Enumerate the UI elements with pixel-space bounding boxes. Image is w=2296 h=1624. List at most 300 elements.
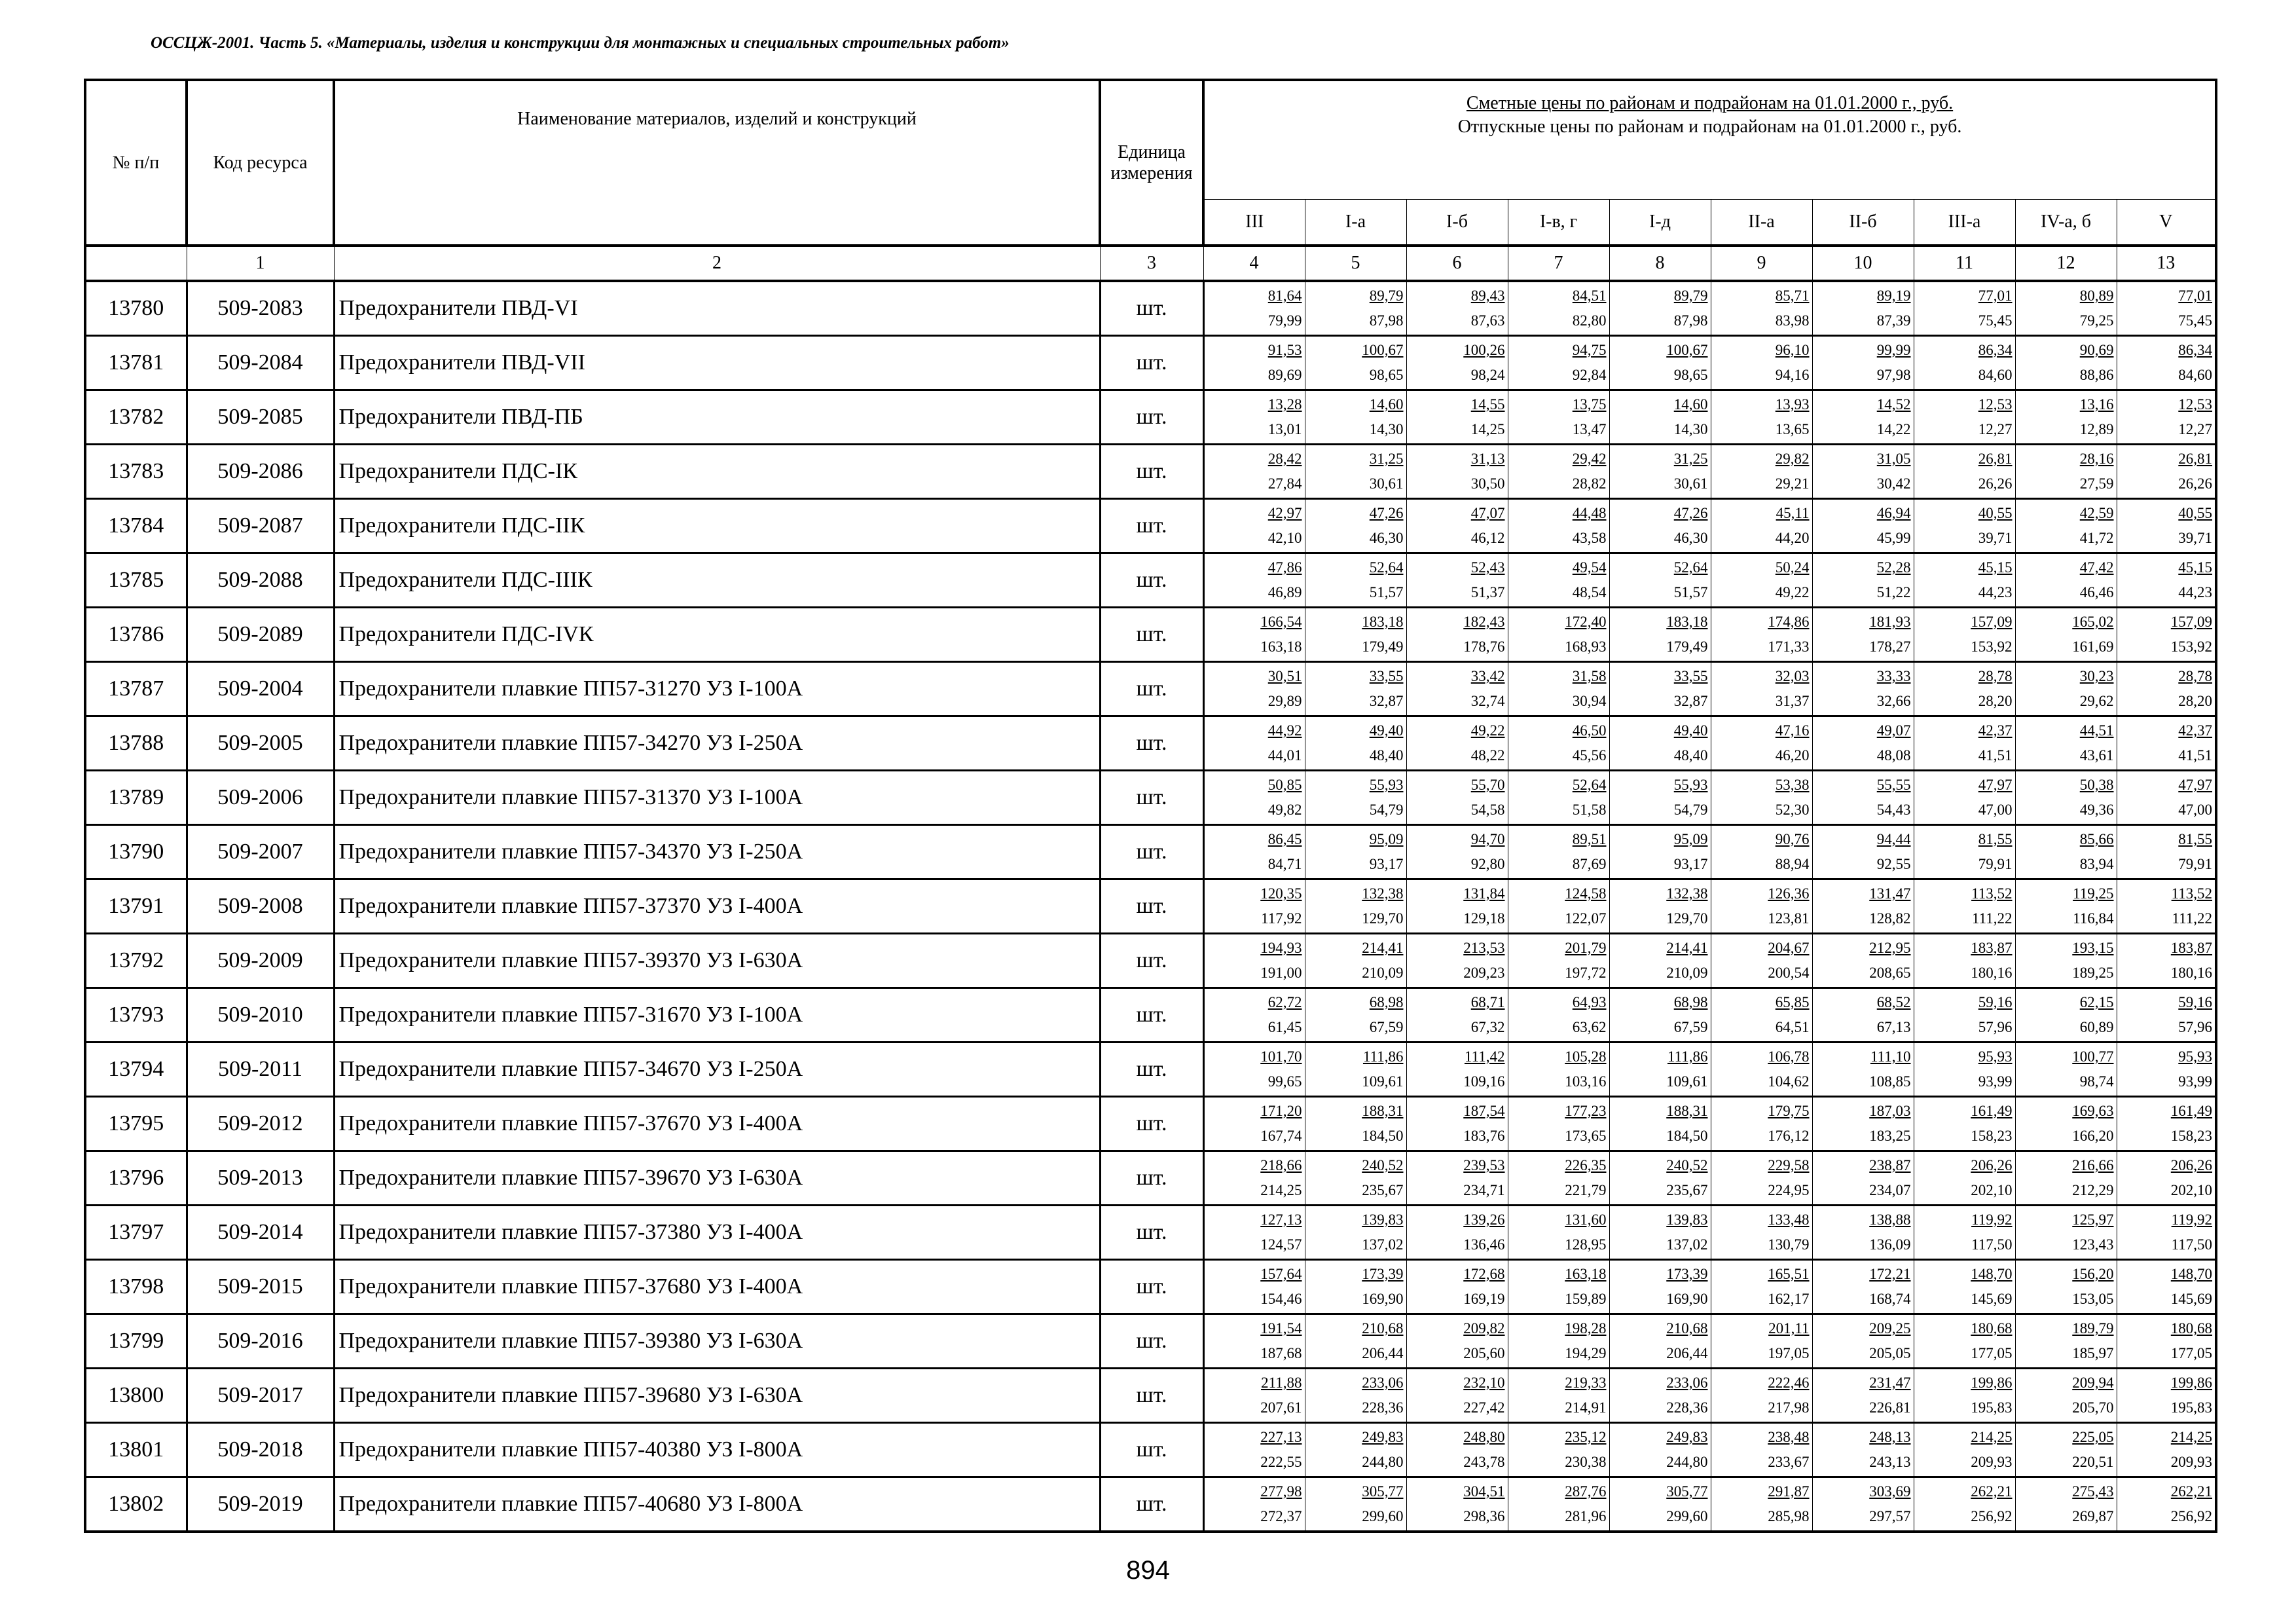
price-cell [2015,1314,2117,1369]
estimated-price: 44,92 [1267,722,1302,739]
estimated-price: 124,58 [1565,885,1607,902]
estimated-price: 52,64 [1572,777,1607,793]
unit-of-measure: шт. [1100,1043,1203,1097]
price-cell [1812,499,1914,553]
release-price: 48,40 [1673,747,1708,764]
estimated-price: 42,37 [1978,722,2013,739]
price-cell [2015,1477,2117,1532]
release-price: 122,07 [1565,910,1607,927]
price-cell [1914,445,2015,499]
release-price: 176,12 [1768,1128,1810,1144]
estimated-price: 262,21 [1971,1483,2013,1500]
estimated-price: 131,47 [1869,885,1911,902]
row-number: 13786 [85,608,187,662]
release-price: 92,55 [1876,856,1911,872]
price-cell [1812,1423,1914,1477]
release-price: 28,20 [1978,693,2013,709]
estimated-price: 52,64 [1673,559,1708,576]
price-cell [1508,771,1609,825]
price-cell [2015,934,2117,988]
estimated-price: 305,77 [1362,1483,1404,1500]
price-cell [1914,1206,2015,1260]
price-cell [1406,988,1508,1043]
estimated-price: 125,97 [2072,1211,2114,1228]
release-price: 26,26 [1978,475,2013,492]
column-number: 9 [1711,246,1812,281]
estimated-price: 214,25 [1971,1429,2013,1445]
release-price: 180,16 [2170,965,2213,981]
unit-of-measure: шт. [1100,390,1203,445]
estimated-price: 28,78 [2178,668,2213,684]
estimated-price: 180,68 [1971,1320,2013,1337]
table-row [85,934,2216,988]
release-price: 200,54 [1768,965,1810,981]
price-cell [1914,1097,2015,1151]
release-price: 84,60 [1978,367,2013,383]
price-cell [1609,390,1711,445]
material-name: Предохранители плавкие ПП57-39680 УЗ I-630А [334,1369,1100,1423]
estimated-price: 157,09 [1971,614,2013,630]
release-price: 226,81 [1869,1399,1911,1416]
release-price: 49,36 [2079,802,2114,818]
estimated-price: 90,69 [2079,342,2114,358]
release-price: 14,25 [1470,421,1505,437]
release-price: 217,98 [1768,1399,1810,1416]
estimated-price: 14,60 [1673,396,1708,413]
estimated-price: 287,76 [1565,1483,1607,1500]
estimated-price: 52,28 [1876,559,1911,576]
price-cell [1812,1043,1914,1097]
price-cell [1508,1260,1609,1314]
release-price: 137,02 [1666,1236,1708,1253]
price-cell [1508,445,1609,499]
release-price: 79,91 [1978,856,2013,872]
price-cell [1203,988,1305,1043]
price-cell [1406,771,1508,825]
price-cell [2117,771,2216,825]
estimated-price: 132,38 [1666,885,1708,902]
release-price: 178,27 [1869,638,1911,655]
estimated-price: 238,48 [1768,1429,1810,1445]
estimated-price: 222,46 [1768,1375,1810,1391]
release-price: 12,27 [1978,421,2013,437]
table-row [85,336,2216,390]
price-cell [2015,499,2117,553]
release-price: 13,47 [1572,421,1607,437]
estimated-price: 183,87 [1971,940,2013,956]
price-cell [1711,1151,1812,1206]
release-price: 207,61 [1260,1399,1302,1416]
estimated-price: 199,86 [1971,1375,2013,1391]
resource-code: 509-2004 [187,662,334,716]
price-cell [1711,716,1812,771]
estimated-price: 194,93 [1260,940,1302,956]
price-cell [1406,553,1508,608]
price-cell [1812,1206,1914,1260]
estimated-price: 240,52 [1362,1157,1404,1173]
price-cell [2015,662,2117,716]
release-price: 230,38 [1565,1454,1607,1470]
row-number: 13791 [85,879,187,934]
estimated-price: 133,48 [1768,1211,1810,1228]
price-cell [1711,1369,1812,1423]
release-price: 54,79 [1673,802,1708,818]
estimated-price: 90,76 [1775,831,1810,847]
price-cell [1609,336,1711,390]
estimated-price: 177,23 [1565,1103,1607,1119]
release-price: 32,74 [1470,693,1505,709]
header-name: Наименование материалов, изделий и конструкций [334,80,1100,246]
price-cell [1609,1369,1711,1423]
region-header: I-б [1406,200,1508,246]
release-price: 49,82 [1267,802,1302,818]
price-cell [1203,1423,1305,1477]
estimated-price: 172,21 [1869,1266,1911,1282]
estimated-price: 111,10 [1870,1048,1911,1065]
row-number: 13794 [85,1043,187,1097]
release-price: 205,70 [2072,1399,2114,1416]
estimated-price: 174,86 [1768,614,1810,630]
release-price: 191,00 [1260,965,1302,981]
price-cell [1609,934,1711,988]
estimated-price: 33,33 [1876,668,1911,684]
estimated-price: 62,72 [1267,994,1302,1010]
release-price: 205,05 [1869,1345,1911,1361]
price-cell [1406,1369,1508,1423]
estimated-price: 42,37 [2178,722,2213,739]
price-cell [2015,771,2117,825]
table-row [85,1314,2216,1369]
price-cell [1609,1097,1711,1151]
estimated-price: 138,88 [1869,1211,1911,1228]
estimated-price: 55,55 [1876,777,1911,793]
release-price: 117,50 [1971,1236,2013,1253]
price-cell [1609,445,1711,499]
estimated-price: 59,16 [2178,994,2213,1010]
column-number: 12 [2015,246,2117,281]
estimated-price: 47,97 [2178,777,2213,793]
estimated-price: 28,42 [1267,451,1302,467]
estimated-price: 42,97 [1267,505,1302,521]
price-cell [1914,553,2015,608]
estimated-price: 179,75 [1768,1103,1810,1119]
price-cell [2117,1423,2216,1477]
release-price: 202,10 [2170,1182,2213,1198]
price-cell [1305,336,1406,390]
header-code: Код ресурса [187,80,334,246]
price-cell [1406,1206,1508,1260]
estimated-price: 42,59 [2079,505,2114,521]
price-cell [2117,281,2216,336]
release-price: 154,46 [1260,1291,1302,1307]
price-cell [1305,1097,1406,1151]
material-name: Предохранители плавкие ПП57-39380 УЗ I-630А [334,1314,1100,1369]
estimated-price: 91,53 [1267,342,1302,358]
price-cell [1508,1206,1609,1260]
release-price: 111,22 [2172,910,2213,927]
row-number: 13789 [85,771,187,825]
estimated-price: 198,28 [1565,1320,1607,1337]
estimated-price: 262,21 [2170,1483,2213,1500]
price-cell [1711,608,1812,662]
column-number: 1 [187,246,334,281]
release-price: 178,76 [1463,638,1505,655]
release-price: 116,84 [2073,910,2114,927]
resource-code: 509-2085 [187,390,334,445]
estimated-price: 47,07 [1470,505,1505,521]
column-number: 7 [1508,246,1609,281]
resource-code: 509-2087 [187,499,334,553]
price-cell [1508,988,1609,1043]
price-cell [2117,1477,2216,1532]
release-price: 197,72 [1565,965,1607,981]
release-price: 197,05 [1768,1345,1810,1361]
release-price: 299,60 [1362,1508,1404,1524]
price-cell [1914,825,2015,879]
row-number: 13793 [85,988,187,1043]
resource-code: 509-2013 [187,1151,334,1206]
estimated-price: 81,55 [2178,831,2213,847]
unit-of-measure: шт. [1100,1151,1203,1206]
estimated-price: 165,51 [1768,1266,1810,1282]
estimated-price: 213,53 [1463,940,1505,956]
price-cell [1914,1260,2015,1314]
release-price: 14,30 [1673,421,1708,437]
estimated-price: 89,43 [1470,287,1505,304]
table-row [85,608,2216,662]
price-cell [1305,281,1406,336]
price-cell [1711,553,1812,608]
estimated-price: 169,63 [2072,1103,2114,1119]
price-cell [1203,445,1305,499]
release-price: 45,56 [1572,747,1607,764]
price-cell [1305,1423,1406,1477]
resource-code: 509-2012 [187,1097,334,1151]
unit-of-measure: шт. [1100,445,1203,499]
price-cell [2015,553,2117,608]
price-cell [1914,1369,2015,1423]
estimated-price: 201,79 [1565,940,1607,956]
estimated-price: 96,10 [1775,342,1810,358]
release-price: 98,74 [2079,1073,2114,1090]
estimated-price: 65,85 [1775,994,1810,1010]
estimated-price: 235,12 [1565,1429,1607,1445]
unit-of-measure: шт. [1100,1097,1203,1151]
material-name: Предохранители плавкие ПП57-31270 УЗ I-100А [334,662,1100,716]
estimated-price: 94,44 [1876,831,1911,847]
price-cell [1203,662,1305,716]
release-price: 194,29 [1565,1345,1607,1361]
price-cell [1711,1260,1812,1314]
estimated-price: 189,79 [2072,1320,2114,1337]
estimated-price: 53,38 [1775,777,1810,793]
release-price: 41,72 [2079,530,2114,546]
estimated-price: 211,88 [1261,1375,1302,1391]
release-price: 103,16 [1565,1073,1607,1090]
price-cell [1609,1477,1711,1532]
release-price: 14,30 [1369,421,1404,437]
release-price: 145,69 [1971,1291,2013,1307]
column-number: 10 [1812,246,1914,281]
estimated-price: 187,03 [1869,1103,1911,1119]
estimated-price: 206,26 [2170,1157,2213,1173]
estimated-price: 95,09 [1673,831,1708,847]
release-price: 183,25 [1869,1128,1911,1144]
release-price: 108,85 [1869,1073,1911,1090]
price-cell [1406,281,1508,336]
release-price: 32,87 [1673,693,1708,709]
release-price: 30,61 [1673,475,1708,492]
release-price: 184,50 [1362,1128,1404,1144]
price-cell [1914,934,2015,988]
price-cell [1305,1206,1406,1260]
release-price: 195,83 [2170,1399,2213,1416]
estimated-price: 77,01 [2178,287,2213,304]
estimated-price: 47,86 [1267,559,1302,576]
release-price: 189,25 [2072,965,2114,981]
release-price: 109,16 [1463,1073,1505,1090]
price-cell [1812,1151,1914,1206]
price-cell [1203,553,1305,608]
estimated-price: 210,68 [1666,1320,1708,1337]
price-cell [1609,662,1711,716]
release-price: 179,49 [1666,638,1708,655]
price-cell [2117,988,2216,1043]
estimated-price: 120,35 [1260,885,1302,902]
estimated-price: 31,58 [1572,668,1607,684]
price-cell [1609,1260,1711,1314]
price-cell [2117,336,2216,390]
price-cell [1203,390,1305,445]
price-cell [1305,662,1406,716]
estimated-price: 101,70 [1260,1048,1302,1065]
price-cell [1812,281,1914,336]
price-cell [2117,1206,2216,1260]
estimated-price: 13,93 [1775,396,1810,413]
header-unit: Единица измерения [1100,80,1203,246]
release-price: 111,22 [1971,910,2013,927]
price-cell [1203,934,1305,988]
release-price: 43,58 [1572,530,1607,546]
release-price: 41,51 [1978,747,2013,764]
column-number-blank [85,246,187,281]
release-price: 48,40 [1369,747,1404,764]
estimated-price: 86,34 [2178,342,2213,358]
price-cell [1711,1423,1812,1477]
release-price: 99,65 [1267,1073,1302,1090]
price-cell [1711,336,1812,390]
resource-code: 509-2018 [187,1423,334,1477]
material-name: Предохранители плавкие ПП57-37380 УЗ I-400А [334,1206,1100,1260]
release-price: 187,68 [1260,1345,1302,1361]
release-price: 94,16 [1775,367,1810,383]
price-cell [1305,934,1406,988]
estimated-price: 165,02 [2072,614,2114,630]
estimated-price: 81,64 [1267,287,1302,304]
release-price: 235,67 [1362,1182,1404,1198]
release-price: 75,45 [1978,312,2013,329]
price-cell [1914,281,2015,336]
material-name: Предохранители ПВД-VI [334,281,1100,336]
release-price: 195,83 [1971,1399,2013,1416]
release-price: 14,22 [1876,421,1911,437]
release-price: 84,71 [1267,856,1302,872]
release-price: 209,93 [1971,1454,2013,1470]
price-cell [1508,825,1609,879]
estimated-price: 94,75 [1572,342,1607,358]
material-name: Предохранители плавкие ПП57-37670 УЗ I-400А [334,1097,1100,1151]
price-cell [1203,1043,1305,1097]
material-name: Предохранители ПДС-IIК [334,499,1100,553]
price-cell [1203,499,1305,553]
estimated-price: 166,54 [1260,614,1302,630]
price-cell [1305,825,1406,879]
unit-of-measure: шт. [1100,336,1203,390]
release-price: 87,39 [1876,312,1911,329]
table-row [85,1206,2216,1260]
price-cell [2015,1260,2117,1314]
table-row [85,825,2216,879]
price-cell [2015,1206,2117,1260]
release-price: 205,60 [1463,1345,1505,1361]
table-row [85,1369,2216,1423]
row-number: 13796 [85,1151,187,1206]
release-price: 243,13 [1869,1454,1911,1470]
release-price: 29,89 [1267,693,1302,709]
estimated-price: 139,83 [1666,1211,1708,1228]
estimated-price: 233,06 [1666,1375,1708,1391]
estimated-price: 99,99 [1876,342,1911,358]
row-number: 13795 [85,1097,187,1151]
price-cell [1609,553,1711,608]
release-price: 57,96 [1978,1019,2013,1035]
resource-code: 509-2084 [187,336,334,390]
estimated-price: 44,48 [1572,505,1607,521]
release-price: 235,67 [1666,1182,1708,1198]
estimated-price: 29,42 [1572,451,1607,467]
release-price: 168,93 [1565,638,1607,655]
release-price: 46,30 [1369,530,1404,546]
release-price: 93,17 [1369,856,1404,872]
estimated-price: 119,92 [1971,1211,2013,1228]
release-price: 297,57 [1869,1508,1911,1524]
estimated-price: 105,28 [1565,1048,1607,1065]
unit-of-measure: шт. [1100,553,1203,608]
release-price: 12,89 [2079,421,2114,437]
material-name: Предохранители плавкие ПП57-39370 УЗ I-630А [334,934,1100,988]
row-number: 13799 [85,1314,187,1369]
release-price: 93,17 [1673,856,1708,872]
row-number: 13788 [85,716,187,771]
estimated-price: 89,79 [1673,287,1708,304]
price-cell [1508,716,1609,771]
price-cell [1711,1314,1812,1369]
material-name: Предохранители плавкие ПП57-31670 УЗ I-100А [334,988,1100,1043]
estimated-price: 85,71 [1775,287,1810,304]
price-cell [1914,390,2015,445]
release-price: 88,86 [2079,367,2114,383]
release-price: 162,17 [1768,1291,1810,1307]
estimated-price: 40,55 [2178,505,2213,521]
price-cell [1914,336,2015,390]
price-cell [2117,1043,2216,1097]
estimated-price: 131,60 [1565,1211,1607,1228]
price-cell [1812,825,1914,879]
release-price: 30,61 [1369,475,1404,492]
price-cell [2015,1369,2117,1423]
resource-code: 509-2009 [187,934,334,988]
price-cell [1203,281,1305,336]
